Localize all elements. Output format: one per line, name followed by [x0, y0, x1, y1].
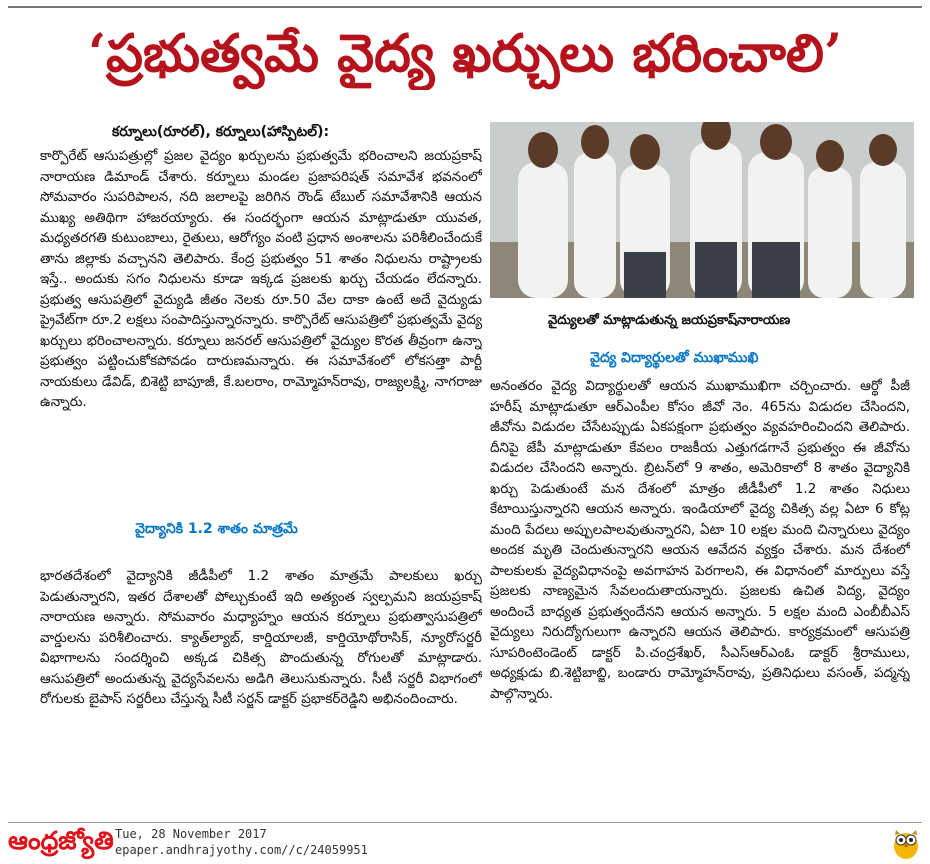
epaper-url[interactable]: epaper.andhrajyothy.com//c/24059951: [115, 843, 368, 857]
article-body-part-1: [40, 146, 482, 506]
headline: ‘ప్రభుత్వమే వైద్య ఖర్చులు భరించాలి’: [87, 23, 843, 84]
footer-rule: [8, 822, 922, 823]
edition-date: Tue, 28 November 2017: [115, 827, 267, 841]
news-photo: [490, 122, 914, 298]
article-paragraph: భారతదేశంలో వైద్యానికి జీడీపీలో 1.2 శాతం మాత్రమే పాలకులు ఖర్చు పెడుతున్నారని, ఇతర దేశాలతో పోల్చుకుంటే ఇది అత్యంత స్వల్పమని జయప్రకాష్ నారాయణ అన్నారు. సోమవారం మధ్యాహ్నం ఆయన కర్నూలు ప్రభుత్వాసుపత్రిలో వార్డులను పరిశీలించారు. క్యాత్‌ల్యాబ్, కార్డియాలజీ, కార్డియోథోరాసిక్, న్యూరోసర్జరీ విభాగాలను సందర్శించి అక్కడ చికిత్స పొందుతున్న రోగులతో మాట్లాడారు. ఆసుపత్రిలో అందుతున్న వైద్యసేవలను అడిగి తెలుసుకున్నారు. సీటీ సర్జరీ విభాగంలో రోగులకు బైపాస్ సర్జరీలు చేస్తున్న సీటీ సర్జన్ డాక్టర్ ప్రభాకర్‌రెడ్డిని అభినందించారు.: [40, 568, 482, 707]
publication-logo: ఆంధ్రజ్యోతి: [8, 826, 114, 855]
top-rule: [8, 6, 922, 8]
article-body-part-2: [40, 566, 482, 796]
photo-caption: వైద్యులతో మాట్లాడుతున్న జయప్రకాష్‌నారాయణ: [548, 313, 791, 328]
dateline: కర్నూలు(రూరల్), కర్నూలు(హాస్పిటల్):: [112, 124, 330, 140]
article-paragraph: కార్పొరేట్ ఆసుపత్రుల్లో ప్రజల వైద్యం ఖర్చులను ప్రభుత్వమే భరించాలని జయప్రకాష్ నారాయణ డిమాండ్ చేశారు. కర్నూలు మండల ప్రజాపరిషత్ సమావేశ భవనంలో సోమవారం సుపరిపాలన, నది జలాలపై జరిగిన రౌండ్ టేబుల్ సమావేశానికి ఆయన ముఖ్య అతిథిగా హాజరయ్యారు. ఈ సందర్భంగా ఆయన మాట్లాడుతూ యువత, మధ్యతరగతి కుటుంబాలు, రైతులు, ఆరోగ్యం వంటి ప్రధాన అంశాలను పరిశీలించేందుకే తాను జిల్లాకు వచ్చానని తెలిపారు. కేంద్ర ప్రభుత్వం 51 శాతం నిధులను రాష్ట్రాలకు ఇస్తే.. అందుకు సగం నిధులను కూడా ఇక్కడ ప్రజలకు ఖర్చు చేయడం లేదన్నారు. ప్రభుత్వ ఆసుపత్రిలో వైద్యుడి జీతం నెలకు రూ.50 వేల దాకా ఉంటే అదే వైద్యుడు ప్రైవేట్‌గా రూ.2 లక్షలు సంపాదిస్తున్నారన్నారు. కార్పొరేట్ ఆసుపత్రిలో ప్రభుత్వమే వైద్య ఖర్చులు భరించాలన్నారు. కర్నూలు జనరల్ ఆసుపత్రిలో వైద్యుల కొరత తీవ్రంగా ఉన్నా ప్రభుత్వం పట్టించుకోకపోవడం దారుణమన్నారు. ఈ సమావేశంలో లోకసత్తా పార్టీ నాయకులు డేవిడ్, బిశెట్టి బాపూజీ, కే.బలరాం, రామ్మోహన్‌రావు, రాజ్యలక్ష్మి, నాగరాజు ఉన్నారు.: [40, 148, 482, 410]
doctors-group-illustration: [490, 122, 914, 298]
article-body-part-3: [490, 376, 910, 800]
subheading-students: వైద్య విద్యార్థులతో ముఖాముఖి: [590, 350, 759, 366]
article-paragraph: అనంతరం వైద్య విద్యార్థులతో ఆయన ముఖాముఖిగా చర్చించారు. ఆర్థో పీజీ హరీష్ మాట్లాడుతూ ఆర్‌ఎంపీల కోసం జీవో నెం. 465ను విడుదల చేసిందని, జీవోను విడుదల చేసేటప్పుడు ఏకపక్షంగా ప్రభుత్వం వ్యవహరించిందని తెలిపారు. దీనిపై జేపీ మాట్లాడుతూ కేవలం రాజకీయ ఎత్తుగడగానే ప్రభుత్వం ఈ జీవోను విడుదల చేసిందని అన్నారు. బ్రిటన్‌లో 9 శాతం, అమెరికాలో 8 శాతం వైద్యానికి ఖర్చు పెడుతుంటే మన దేశంలో మాత్రం జీడీపీలో 1.2 శాతం నిధులు కేటాయిస్తున్నారని ఆయన అన్నారు. ఇండియాలో వైద్య చికిత్స వల్ల ఏటా 6 కోట్ల మంది పేదలు అప్పులపాలవుతున్నారని, ఏటా 10 లక్షల మంది చిన్నారులు వైద్యం అందక మృతి చెందుతున్నారని ఆయన ఆవేదన వ్యక్తం చేశారు. మన దేశంలో పాలకులకు వైద్యవిధానంపై అవగాహన పెరగాలని, ఈ విధానంలో మార్పులు వస్తే ప్రజలకు నాణ్యమైన సేవలందుతాయన్నారు. ప్రజలకు ఉచిత విద్య, వైద్యం అందించే బాధ్యత ప్రభుత్వందేనని ఆయన అన్నారు. 5 లక్షల మంది ఎంబీబీఎస్ వైద్యులు నిరుద్యోగులుగా ఉన్నారని ఆయన తెలిపారు. కార్యక్రమంలో ఆసుపత్రి సూపరింటెండెంట్ డాక్టర్ పి.చంద్రశేఖర్, సీఎస్‌ఆర్‌ఎంఓ డాక్టర్ శ్రీరాములు, అధ్యక్షుడు బి.శెట్టిబాబ్జి, బండారు రామ్మోహన్‌రావు, ప్రతినిధులు వసంత్, పద్మన్న పాల్గొన్నారు.: [490, 378, 910, 702]
subheading-gdp: వైద్యానికి 1.2 శాతం మాత్రమే: [135, 521, 298, 537]
owl-icon: [892, 826, 920, 860]
